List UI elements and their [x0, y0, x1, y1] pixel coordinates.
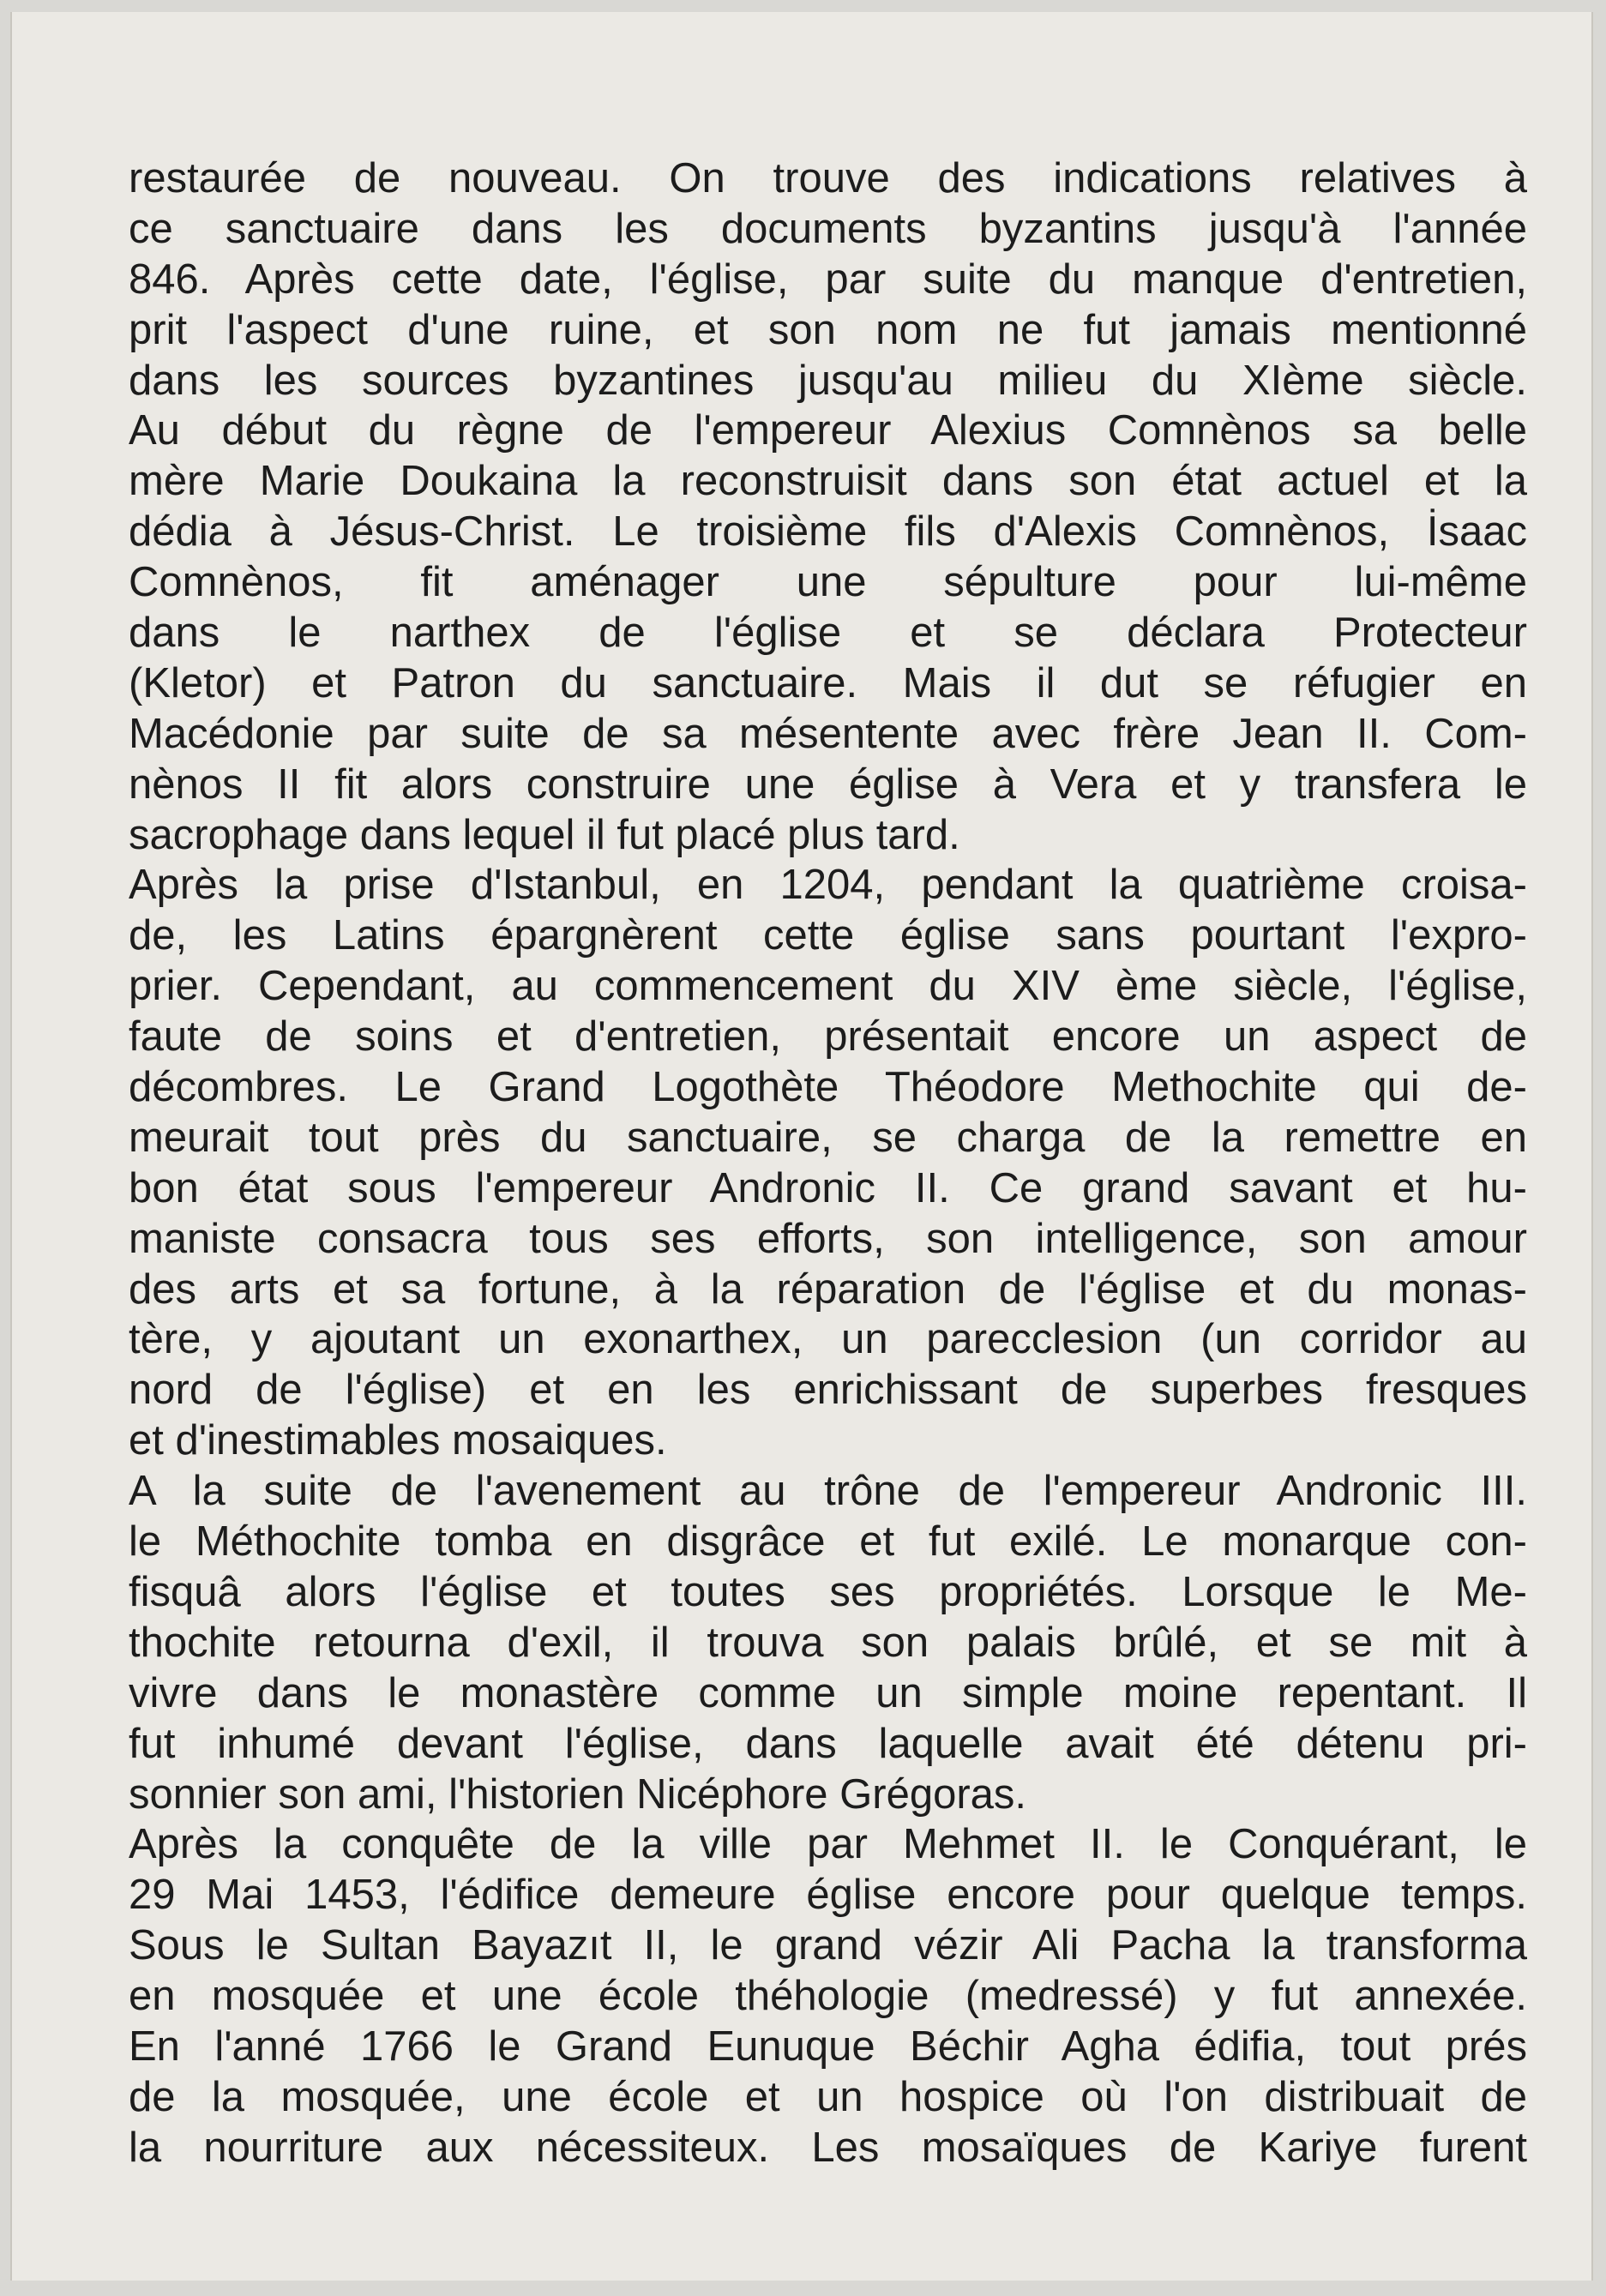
text-line: Après la conquête de la ville par Mehmet II. le Conquérant, le: [129, 1821, 1527, 1868]
text-line: Comnènos, fit aménager une sépulture pour lui-même: [129, 559, 1527, 606]
text-line: thochite retourna d'exil, il trouva son palais brûlé, et se mit à: [129, 1619, 1527, 1666]
text-line: nènos II fit alors construire une église à Vera et y transfera le: [129, 760, 1527, 808]
text-line: fut inhumé devant l'église, dans laquelle avait été détenu pri-: [129, 1720, 1527, 1767]
text-line: dédia à Jésus-Christ. Le troisième fils d'Alexis Comnènos, İsaac: [129, 508, 1527, 556]
text-line: des arts et sa fortune, à la réparation de l'église et du monas-: [129, 1265, 1527, 1313]
text-line: prit l'aspect d'une ruine, et son nom ne fut jamais mentionné: [129, 306, 1527, 353]
text-line: le Méthochite tomba en disgrâce et fut exilé. Le monarque con-: [129, 1518, 1527, 1566]
text-line: Sous le Sultan Bayazıt II, le grand vézir Ali Pacha la transforma: [129, 1922, 1527, 1969]
text-line: et d'inestimables mosaiques.: [129, 1417, 667, 1464]
text-line: A la suite de l'avenement au trône de l'empereur Andronic III.: [129, 1468, 1527, 1515]
body-text: [129, 153, 1527, 2173]
text-line: vivre dans le monastère comme un simple moine repentant. Il: [129, 1669, 1527, 1716]
text-line: la nourriture aux nécessiteux. Les mosaïques de Kariye furent: [129, 2124, 1527, 2171]
text-line: bon état sous l'empereur Andronic II. Ce grand savant et hu-: [129, 1164, 1527, 1211]
text-line: maniste consacra tous ses efforts, son intelligence, son amour: [129, 1215, 1527, 1262]
text-line: 846. Après cette date, l'église, par suite du manque d'entretien,: [129, 255, 1527, 303]
text-line: dans les sources byzantines jusqu'au milieu du XIème siècle.: [129, 357, 1527, 404]
text-line: dans le narthex de l'église et se déclara Protecteur: [129, 610, 1527, 657]
book-page: [10, 12, 1593, 2281]
text-line: 29 Mai 1453, l'édifice demeure église encore pour quelque temps.: [129, 1872, 1527, 1919]
text-line: sonnier son ami, l'historien Nicéphore Grégoras.: [129, 1770, 1027, 1818]
text-line: Macédonie par suite de sa mésentente avec frère Jean II. Com-: [129, 710, 1527, 757]
text-line: sacrophage dans lequel il fut placé plus tard.: [129, 811, 960, 858]
text-line: ce sanctuaire dans les documents byzantins jusqu'à l'année: [129, 205, 1527, 252]
text-line: mère Marie Doukaina la reconstruisit dans son état actuel et la: [129, 458, 1527, 505]
text-line: de, les Latins épargnèrent cette église sans pourtant l'expro-: [129, 912, 1527, 959]
text-line: Après la prise d'Istanbul, en 1204, pendant la quatrième croisa-: [129, 862, 1527, 909]
text-line: (Kletor) et Patron du sanctuaire. Mais il dut se réfugier en: [129, 659, 1527, 706]
text-line: En l'anné 1766 le Grand Eunuque Béchir Agha édifia, tout prés: [129, 2023, 1527, 2070]
text-line: nord de l'église) et en les enrichissant de superbes fresques: [129, 1367, 1527, 1414]
text-line: Au début du règne de l'empereur Alexius Comnènos sa belle: [129, 407, 1527, 454]
text-line: fisquâ alors l'église et toutes ses propriétés. Lorsque le Me-: [129, 1568, 1527, 1615]
text-line: de la mosquée, une école et un hospice où l'on distribuait de: [129, 2073, 1527, 2120]
text-line: tère, y ajoutant un exonarthex, un parecclesion (un corridor au: [129, 1316, 1527, 1363]
text-line: faute de soins et d'entretien, présentait encore un aspect de: [129, 1013, 1527, 1061]
text-line: restaurée de nouveau. On trouve des indications relatives à: [129, 155, 1527, 201]
text-line: en mosquée et une école théhologie (medressé) y fut annexée.: [129, 1973, 1527, 2020]
text-line: décombres. Le Grand Logothète Théodore Methochite qui de-: [129, 1064, 1527, 1111]
text-line: meurait tout près du sanctuaire, se charga de la remettre en: [129, 1114, 1527, 1161]
text-line: prier. Cependant, au commencement du XIV ème siècle, l'église,: [129, 963, 1527, 1010]
